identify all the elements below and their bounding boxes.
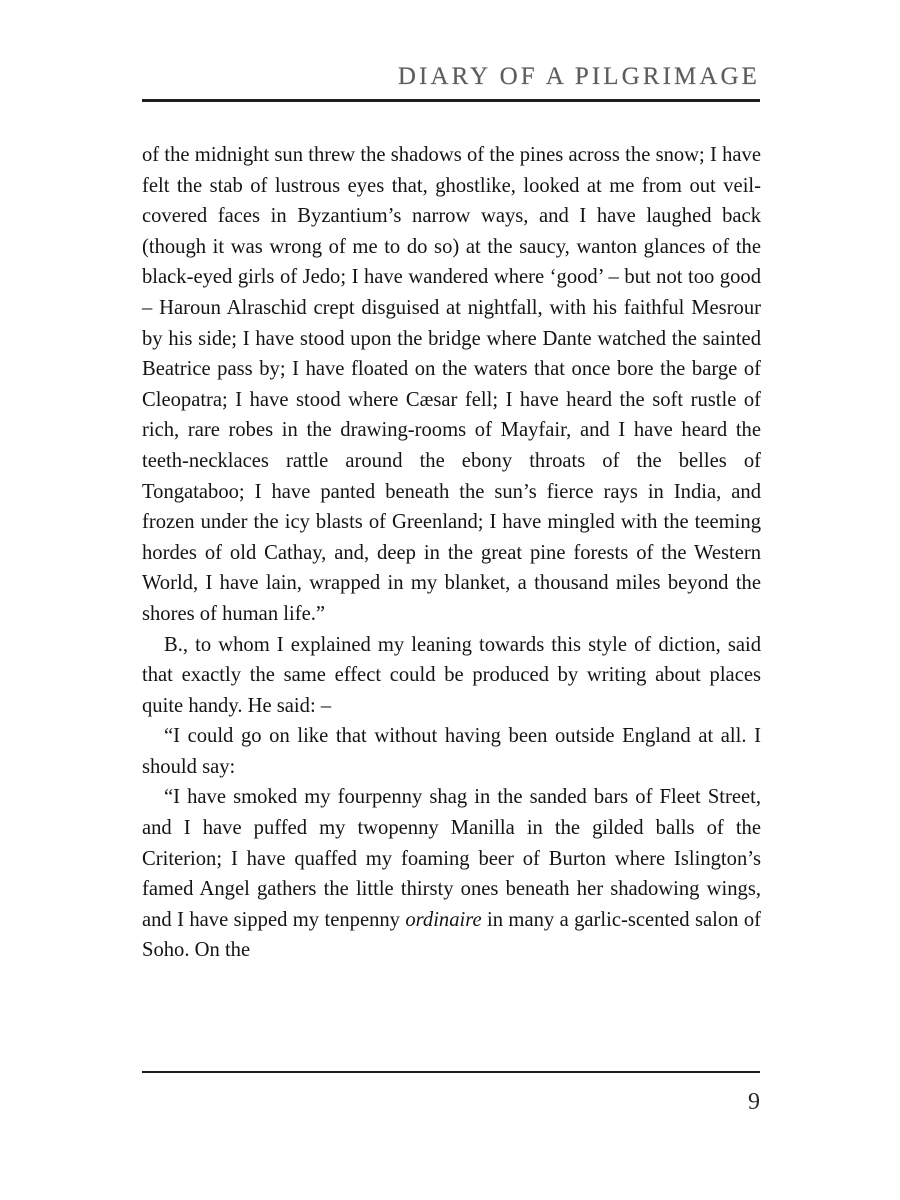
italic-phrase-ordinaire: ordinaire <box>405 908 482 931</box>
header-rule <box>142 99 760 102</box>
footer-rule <box>142 1071 760 1073</box>
paragraph-text-after-italic: in many a garlic-scented salon of Soho. On the <box>142 908 761 962</box>
paragraph-continued-travel-catalogue: of the midnight sun threw the shadows of the pines across the snow; I have felt the stab of lustrous eyes that, ghostlike, looked at me from out veil-covered faces in Byzantium’s narrow ways, and I have laughed back (though it was wrong of me to do so) at the saucy, wanton glances of the black-eyed girls of Jedo; I have wandered where ‘good’ – but not too good – Haroun Alraschid crept disguised at nightfall, with his faithful Mesrour by his side; I have stood upon the bridge where Dante watched the sainted Beatrice pass by; I have floated on the waters that once bore the barge of Cleopatra; I have stood where Cæsar fell; I have heard the soft rustle of rich, rare robes in the drawing-rooms of Mayfair, and I have heard the teeth-necklaces rattle around the ebony throats of the belles of Tongataboo; I have panted beneath the sun’s fierce rays in India, and frozen under the icy blasts of Greenland; I have mingled with the teeming hordes of old Cathay, and, deep in the great pine forests of the Western World, I have lain, wrapped in my blanket, a thousand miles beyond the shores of human life.” <box>142 144 761 625</box>
body-text-column <box>142 140 761 966</box>
paragraph-b-explained: B., to whom I explained my leaning towards this style of diction, said that exactly the same effect could be produced by writing about places quite handy. He said: – <box>142 633 761 717</box>
running-head-title: DIARY OF A PILGRIMAGE <box>397 63 760 90</box>
paragraph-could-go-on: “I could go on like that without having been outside England at all. I should say: <box>142 725 761 778</box>
page-number: 9 <box>748 1089 760 1116</box>
paragraph-fourpenny-shag <box>142 782 761 966</box>
page-header <box>142 62 760 102</box>
paragraph-text-before-italic: “I have smoked my fourpenny shag in the sanded bars of Fleet Street, and I have puffed my twopenny Manilla in the gilded balls of the Criterion; I have quaffed my foaming beer of Burton where Islington’s famed Angel gathers the little thirsty ones beneath her shadowing wings, and I have sipped my tenpenny <box>142 786 761 931</box>
page-footer <box>142 1071 760 1116</box>
